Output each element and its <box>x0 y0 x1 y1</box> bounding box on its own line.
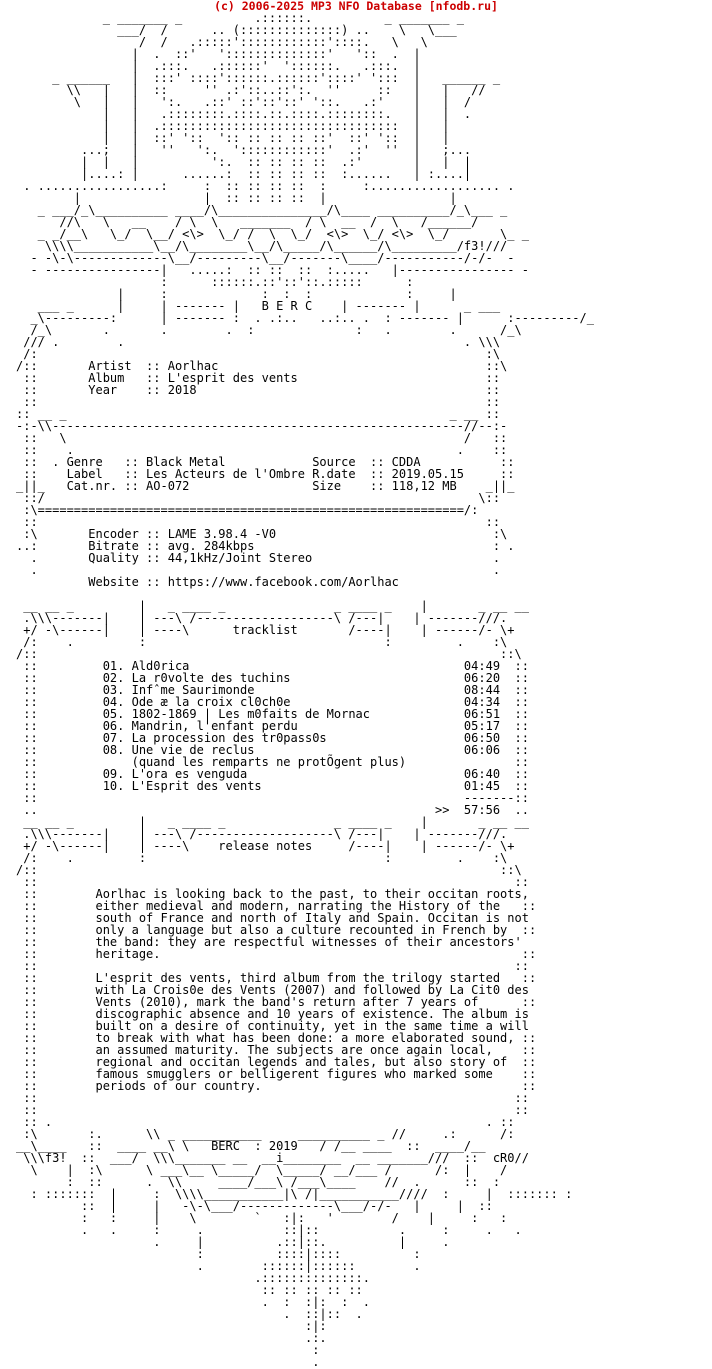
site-credit[interactable]: (c) 2006-2025 MP3 NFO Database [nfodb.ru] <box>214 0 498 13</box>
nfo-ascii-art: _ _______ _ .::::::. _ _______ _ ___/ / .. (::::::::::::::) .. \ \___ / / .:::::'::::::::::::'::::. \ \ | . ::' '::::::::::::::' ':: . | | .:::. .::::::' '::::::. .:::. | _ ______ | :::' ::::'::::::.::::::'::::' '::: | ______ _ \\ | | :: '' .:'::..::':. '' :: | | // \ | | ':. .::' ::'::'::' '::. .:' | | / | | .::::::::.::::.::.::::.::::::::. | | . | | .::::::::::::::::::::::::::::::::: | | | | ::' ':: ':: :: :: :: ::' ::' ':: | | ...; | '' ':. '::::::::::::' .:' '' | ;... | | | ':. :: :: :: :: .:' | | | |....: | ......: :: :: :: :: :...... | :....| . .................: : :: :: :: :: : :.................. . | | :: :: :: :: | | _ ___/_\__________ ____/\_______________/\____ __________/_\___ _ //\ \ __ / \ \ _______ / \ __ / \ /______/ _ _/__\ \_/ \__/ <\> \_/ / \ \_/ <\> \_/ <\> \_/ \_ _ \\\\___________\__/\________\__/\_____/\______/\_________/f3!/// - -\-\-------------\__/---------\__/-------\____/-----------/-/- - - ----------------| .....: :: :: :: :..... |---------------- - : ::::::.::'::'::.::::: : | : : : : : | ___ _ | | ------- | B E R C | ------- | _ ___ _\---------: | ------- : . .:.. ..:.. . : ------- | :---------/_ /_\ . . . : : . . /_\ /// . . . \\\ /: :\ /:: Artist :: Aorlhac ::\ :: Album :: L'esprit des vents :: :: Year :: 2018 :: :: :: :: __ _ _ __ :: -:-\\---------------------------------------------------------//--:- :: \ / :: :: . . :: :: . Genre :: Black Metal Source :: CDDA :: :: Label :: Les Acteurs de l'Ombre R.date :: 2019.05.15 :: _||_ Cat.nr. :: AO-072 Size :: 118,12 MB _||_ ::/ \:: :\===========================================================/: :: :: :\ Encoder :: LAME 3.98.4 -V0 :\ ..: Bitrate :: avg. 284kbps : . . Quality :: 44,1kHz/Joint Stereo . . . Website :: https://www.facebook.com/Aorlhac __ __ _ | _ ____ _ _ ____ _ | _ __ __ .\\\-------| | ---\ /-------------------\ /---| | -------///. +/ -\------| | ----\ tracklist /----| | ------/- \+ /: . : : . :\ /:: ::\ :: 01. Ald0rica 04:49 :: :: 02. La r0volte des tuchins 06:20 :: :: 03. Infˆme Saurimonde 08:44 :: :: 04. Ode æ la croix cl0ch0e 04:34 :: :: 05. 1802-1869 | Les m0faits de Mornac 06:51 :: :: 06. Mandrin, l'enfant perdu 05:17 :: :: 07. La procession des tr0pass0s 06:50 :: :: 08. Une vie de reclus 06:06 :: :: (quand les remparts ne protÕgent plus) :: :: 09. L'ora es venguda 06:40 :: :: 10. L'Esprit des vents 01:45 :: :: -------:: .. >> 57:56 .. __ __ _ | _ ____ _ _ ____ _ | _ __ __ .\\\-------| | ---\ /-------------------\ /---| | -------///. +/ -\------| | ----\ release notes /----| | ------/- \+ /: . : : . :\ /:: ::\ :: :: :: Aorlhac is looking back to the past, to their occitan roots, :: either medieval and modern, narrating the History of the :: :: south of France and north of Italy and Spain. Occitan is not :: only a language but also a culture recounted in French by :: :: the band: they are respectful witnesses of their ancestors' :: heritage. :: :: :: :: L'esprit des vents, third album from the trilogy started :: :: with La Crois0e des Vents (2007) and followed by La Cit0 des :: Vents (2010), mark the band's return after 7 years of :: :: discographic absence and 10 years of existence. The album is :: built on a desire of continuity, yet in the same time a will :: to break with what has been done: a more elaborated sound, :: :: an assumed maturity. The subjects are once again local, :: :: regional and occitan legends and tales, but also story of :: :: famous smugglers or belligerent figures who marked some :: :: periods of our country. :: :: :: :: :: :: . . :: :\ :. \\ _ ___________ __________ _ // .: /: __\____ :: ____ __\ \ BERC : 2019 / /__ ____ :: ____/__ \\\f3! :: ___/ \\\_______ __ __i________ __ _______/// :: cR0// \ | :\ \ ___\__ \_____/ \_____/ __/___ / /: | / : :: . \\ ____/___\ /___\____ // . :: : : ::::::: | : \\\\___________|\ /|___________//// : | ::::::: : :: | | -\-\___/-------------\___/-/- | | :: : : | \ ` :|: ' / | : : . . : . ::|:: . : . . . | .::|::. | . : ::::|:::: : . ::::::|:::::: . .::::::::::::::. :: :: :: :: :: . : :|: : . . ::|:: . :|: .:. : . <box>16 11 594 1369</box>
